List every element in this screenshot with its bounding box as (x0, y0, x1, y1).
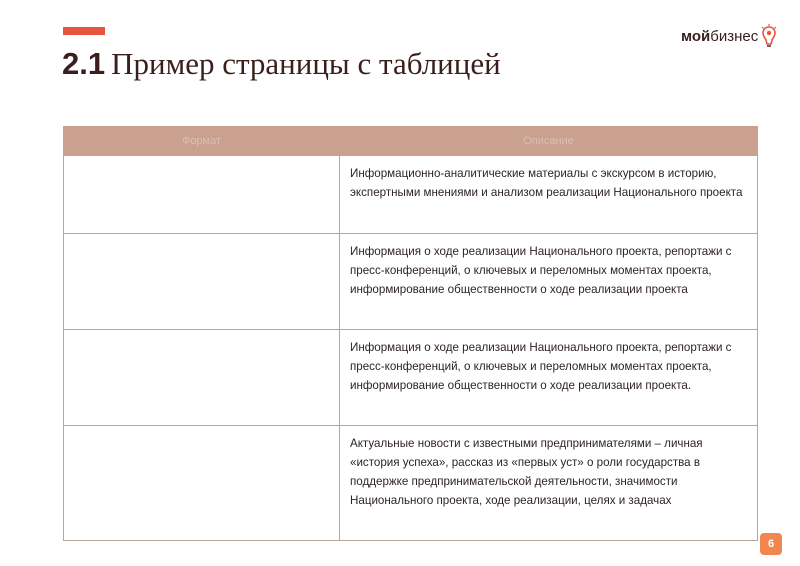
table-row (64, 330, 758, 426)
lightbulb-pin-icon (761, 24, 777, 50)
description-cell: Информация о ходе реализации Национального проекта, репортажи с пресс-конференций, о ключевых и переломных моментах проекта, информирование общественности о ходе реализации проекта (340, 234, 758, 330)
page-title (62, 44, 501, 84)
description-cell: Информация о ходе реализации Национального проекта, репортажи с пресс-конференций, о ключевых и переломных моментах проекта, информирование общественности о ходе реализации проекта. (340, 330, 758, 426)
table-row (64, 234, 758, 330)
page-number-badge: 6 (760, 533, 782, 555)
format-cell (64, 234, 340, 330)
column-header-description: Описание (340, 127, 758, 156)
description-cell: Информационно-аналитические материалы с экскурсом в историю, экспертными мнениями и анализом реализации Национального проекта (340, 156, 758, 234)
description-cell: Актуальные новости с известными предпринимателями – личная «история успеха», рассказ из «первых уст» о роли государства в поддержке предпринимательской деятельности, значимости Национального проекта, ходе реализации, целях и задачах (340, 426, 758, 541)
table-header-row (64, 127, 758, 156)
accent-bar (63, 27, 105, 35)
table-row (64, 156, 758, 234)
column-header-format: Формат (64, 127, 340, 156)
format-cell (64, 156, 340, 234)
table-row (64, 426, 758, 541)
format-cell (64, 426, 340, 541)
section-number: 2.1 (62, 46, 106, 81)
brand-logo (681, 24, 777, 50)
logo-text: мойбизнес (681, 28, 759, 45)
format-cell (64, 330, 340, 426)
title-text: Пример страницы с таблицей (111, 46, 501, 81)
format-table (63, 126, 758, 541)
